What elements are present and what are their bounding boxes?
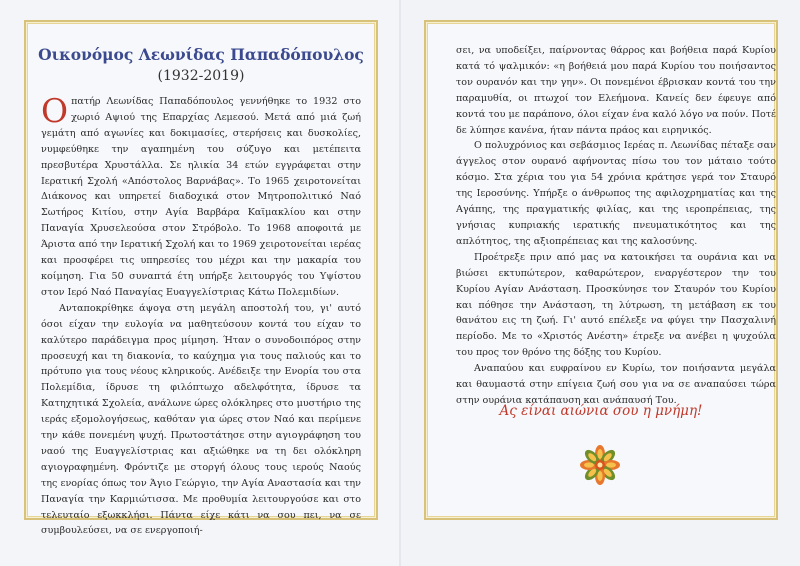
paragraph-1-text: πατήρ Λεωνίδας Παπαδόπουλος γεννήθηκε το 1932 στο χωριό Αψιού της Επαρχίας Λεμεσού. Μετά από μιά ζωή γεμάτη από αγωνίες και δοκιμασίες, στερήσεις και δυσκολίες, νυμφεύθηκε την αγαπημένη του σύζυγο και μετέπειτα πρεσβυτέρα Χρυστάλλα. Σε ηλικία 34 ετών εγγράφεται στην Ιερατική Σχολή «Απόστολος Βαρνάβας». Το 1965 χειροτονείται Διάκονος και υπηρετεί διαδοχικά στον Μητροπολιτικό Ναό Σωτήρος Κιτίου, στην Αγία Βαρβάρα Καϊμακλίου και στην Παναγία Χρυσελεούσα στον Στρόβολο. Το 1968 αποφοιτά με Άριστα από την Ιερατική Σχολή και το 1969 χειροτονείται ιερέας και προσφέρει τις υπηρεσίες του μέχρι και την μακαρία του κοίμηση. Για 50 συναπτά έτη υπήρξε λειτουργός του Υψίστου στον Ιερό Ναό Παναγίας Ευαγγελίστριας Κάτω Πολεμιδίων. bbox=[41, 96, 361, 298]
page-title: Οικονόμος Λεωνίδας Παπαδόπουλος bbox=[38, 45, 364, 64]
paragraph-departure: Ο πολυχρόνιος και σεβάσμιος Ιερέας π. Λεωνίδας πέταξε σαν άγγελος στον ουρανό αφήνοντας πίσω του τον μάταιο τούτο κόσμο. Στα χέρια του για 54 χρόνια κράτησε γερά τον Σταυρό της Ιεροσύνης. Υπήρξε ο άνθρωπος της αφιλοχρηματίας και της Αγάπης, της πραγματικής φιλίας, και της ιεροπρέπειας, της γνήσιας κυπριακής ιερατικής πνευματικότητος και της απλότητος, της αξιοπρέπειας και της καλοσύνης. bbox=[456, 140, 776, 247]
paragraph-resurrection: Προέτρεξε πριν από μας να κατοικήσει τα ουράνια και να βιώσει εκτυπώτερον, καθαρώτερον, εναργέστερον την του Κυρίου Αγίαν Ανάσταση. Προσκύνησε τον Σταυρόν του Κυρίου και πόθησε την Ανάσταση, τη λύτρωση, τη μετάβαση εκ του θανάτου εις τη ζωή. Γι' αυτό επέλεξε να φύγει την Πασχαλινή περίοδο. Με το «Χριστός Ανέστη» έτρεξε να ανέβει η ψυχούλα του προς τον θρόνο της δόξης του Κυρίου. bbox=[456, 251, 776, 359]
memory-line: Ας είναι αιώνια σου η μνήμη! bbox=[499, 403, 703, 419]
paragraph-rest: Αναπαύου και ευφραίνου εν Κυρίω, τον ποιήσαντα μεγάλα και θαυμαστά στην επίγεια ζωή σου για να σε αναπαύσει τώρα στην ουράνια κατάπαυση και ανάπαυσή Του. bbox=[456, 363, 776, 406]
page-fold bbox=[399, 0, 401, 566]
right-page-text bbox=[456, 43, 776, 409]
paragraph-2: Ανταποκρίθηκε άψογα στη μεγάλη αποστολή του, γι' αυτό όσοι είχαν την ευλογία να μαθητεύσουν κοντά του είχαν το καλύτερο παράδειγμα προς μίμηση. Ήταν ο συνοδοιπόρος στην προσευχή και τη διακονία, το καύχημα για τους παλιούς και το πρότυπο για τους νέους κληρικούς. Ανέδειξε την Ενορία του στα Πολεμίδια, ίδρυσε τη φιλόπτωχο αδελφότητα, ίδρυσε τα Κατηχητικά Σχολεία, ανάλωνε ώρες ολόκληρες στο μυστήριο της ιεράς εξομολογήσεως, καθόταν για ώρες στον Ναό και περίμενε την κάθε πονεμένη ψυχή. Πρωτοστάτησε στην αγιογράφηση του ναού της Ευαγγελίστριας και αξιώθηκε να τη δει ολόκληρη αγιογραφημένη. Φρόντιζε με στοργή όλους τους ιερούς Ναούς της ενορίας όπως τον Άγιο Γεώργιο, την Αγία Αναστασία και την Παναγία την Καρμιώτισσα. Με προθυμία λειτουργούσε και στο τελευταίο εξωκκλήσι. Πάντα είχε κάτι να σου πει, να σε συμβουλεύσει, να σε ενεργοποιή- bbox=[41, 302, 361, 537]
life-years: (1932-2019) bbox=[157, 68, 245, 84]
paragraph-continuation: σει, να υποδείξει, παίρνοντας θάρρος και βοήθεια παρά Κυρίου κατά τό ψαλμικόν: «η βοήθειά μου παρά Κυρίου του ποιήσαντος τον ουρανόν και την γην». Οι πονεμένοι έβρισκαν κοντά του την παραμυθία, οι πτωχοί τον Ελεήμονα. Κανείς δεν έφευγε από κοντά του με παράπονο, όλοι είχαν ένα καλό λόγο να πούν. Ποτέ δε λύπησε κανένα, ήταν πάντα πράος και ειρηνικός. bbox=[456, 45, 776, 136]
left-page-text bbox=[41, 91, 361, 539]
flower-ornament-icon bbox=[578, 443, 622, 487]
drop-cap: Ο bbox=[41, 91, 69, 130]
paragraph-biography bbox=[41, 91, 361, 301]
